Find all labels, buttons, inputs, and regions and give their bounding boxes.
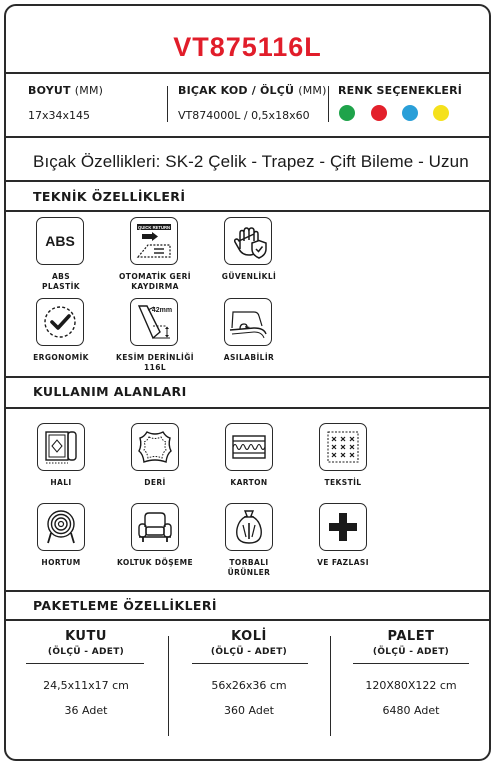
package-case-title: KOLİ [231,629,267,644]
tech-label-abs: ABS PLASTİK [41,272,80,291]
tech-label-hangable: ASILABİLİR [223,353,275,362]
textile-icon [319,423,367,471]
usage-label-bag: TORBALI ÜRÜNLER [227,558,271,577]
leather-icon [131,423,179,471]
cardboard-icon [225,423,273,471]
tech-label-cut-depth: KESİM DERİNLİĞİ 116L [116,353,194,372]
package-box-title: KUTU [65,629,107,644]
divider [328,86,329,122]
package-case-dims: 56x26x36 cm [211,679,287,692]
blade-code-unit: (MM) [298,84,327,97]
auto-return-icon [130,217,178,265]
divider [6,210,489,212]
divider [6,407,489,409]
usage-label-textile: TEKSTİL [324,478,362,487]
divider [6,180,489,182]
divider [6,590,489,592]
usage-label-armchair: KOLTUK DÖŞEME [117,558,193,567]
ergonomic-icon [36,298,84,346]
product-spec-card [4,4,491,761]
package-case-qty: 360 Adet [224,704,274,717]
usage-label-cardboard: KARTON [230,478,268,487]
product-code-title: VT875116L [173,32,322,62]
color-swatch-red[interactable] [371,105,387,121]
usage-label-more: VE FAZLASI [317,558,369,567]
usage-section-title: KULLANIM ALANLARI [33,384,187,399]
package-box-sub: (ÖLÇÜ - ADET) [47,647,125,657]
hose-icon [37,503,85,551]
divider [353,663,469,664]
armchair-icon [131,503,179,551]
size-value: 17x34x145 [28,109,91,122]
divider [192,663,308,664]
color-swatch-blue[interactable] [402,105,418,121]
package-pallet-sub: (ÖLÇÜ - ADET) [372,647,450,657]
tech-label-ergonomic: ERGONOMİK [33,353,89,362]
abs-icon [36,217,84,265]
divider [167,86,168,122]
tech-label-safety: GÜVENLİKLİ [221,272,277,281]
plus-icon [319,503,367,551]
package-pallet-title: PALET [387,629,435,644]
blade-code-value: VT874000L / 0,5x18x60 [178,109,310,122]
carpet-icon [37,423,85,471]
blade-code-label-text: BIÇAK KOD / ÖLÇÜ [178,84,295,97]
blade-features-text: SK-2 Çelik - Trapez - Çift Bileme - Uzun [165,152,469,171]
size-label-text: BOYUT [28,84,71,97]
safety-hand-icon [224,217,272,265]
color-swatch-yellow[interactable] [433,105,449,121]
usage-label-hose: HORTUM [41,558,81,567]
usage-label-leather: DERİ [144,478,166,487]
size-unit: (MM) [74,84,104,97]
blade-code-label [178,84,327,97]
divider [6,72,489,74]
package-case-sub: (ÖLÇÜ - ADET) [210,647,288,657]
bag-icon [225,503,273,551]
package-box-qty: 36 Adet [64,704,108,717]
divider [6,376,489,378]
blade-features-label: Bıçak Özellikleri: [33,152,161,171]
quick-return-badge: QUICK RETURN [137,225,171,230]
technical-section-title: TEKNİK ÖZELLİKLERİ [33,189,186,204]
package-box-dims: 24,5x11x17 cm [43,679,129,692]
divider [168,636,169,736]
size-label [28,84,103,97]
packaging-section-title: PAKETLEME ÖZELLİKLERİ [33,598,217,613]
hangable-icon [224,298,272,346]
tech-label-auto-return: OTOMATİK GERİ KAYDIRMA [119,272,191,291]
cut-depth-badge: 42mm [151,307,173,314]
usage-label-carpet: HALI [50,478,72,487]
color-swatch-green[interactable] [339,105,355,121]
color-options-label: RENK SEÇENEKLERİ [338,84,463,97]
divider [6,619,489,621]
cut-depth-icon [130,298,178,346]
package-pallet-qty: 6480 Adet [382,704,440,717]
divider [26,663,144,664]
abs-badge-text: ABS [45,233,75,249]
package-pallet-dims: 120X80X122 cm [365,679,457,692]
divider [330,636,331,736]
divider [6,136,489,138]
blade-features [33,152,469,172]
